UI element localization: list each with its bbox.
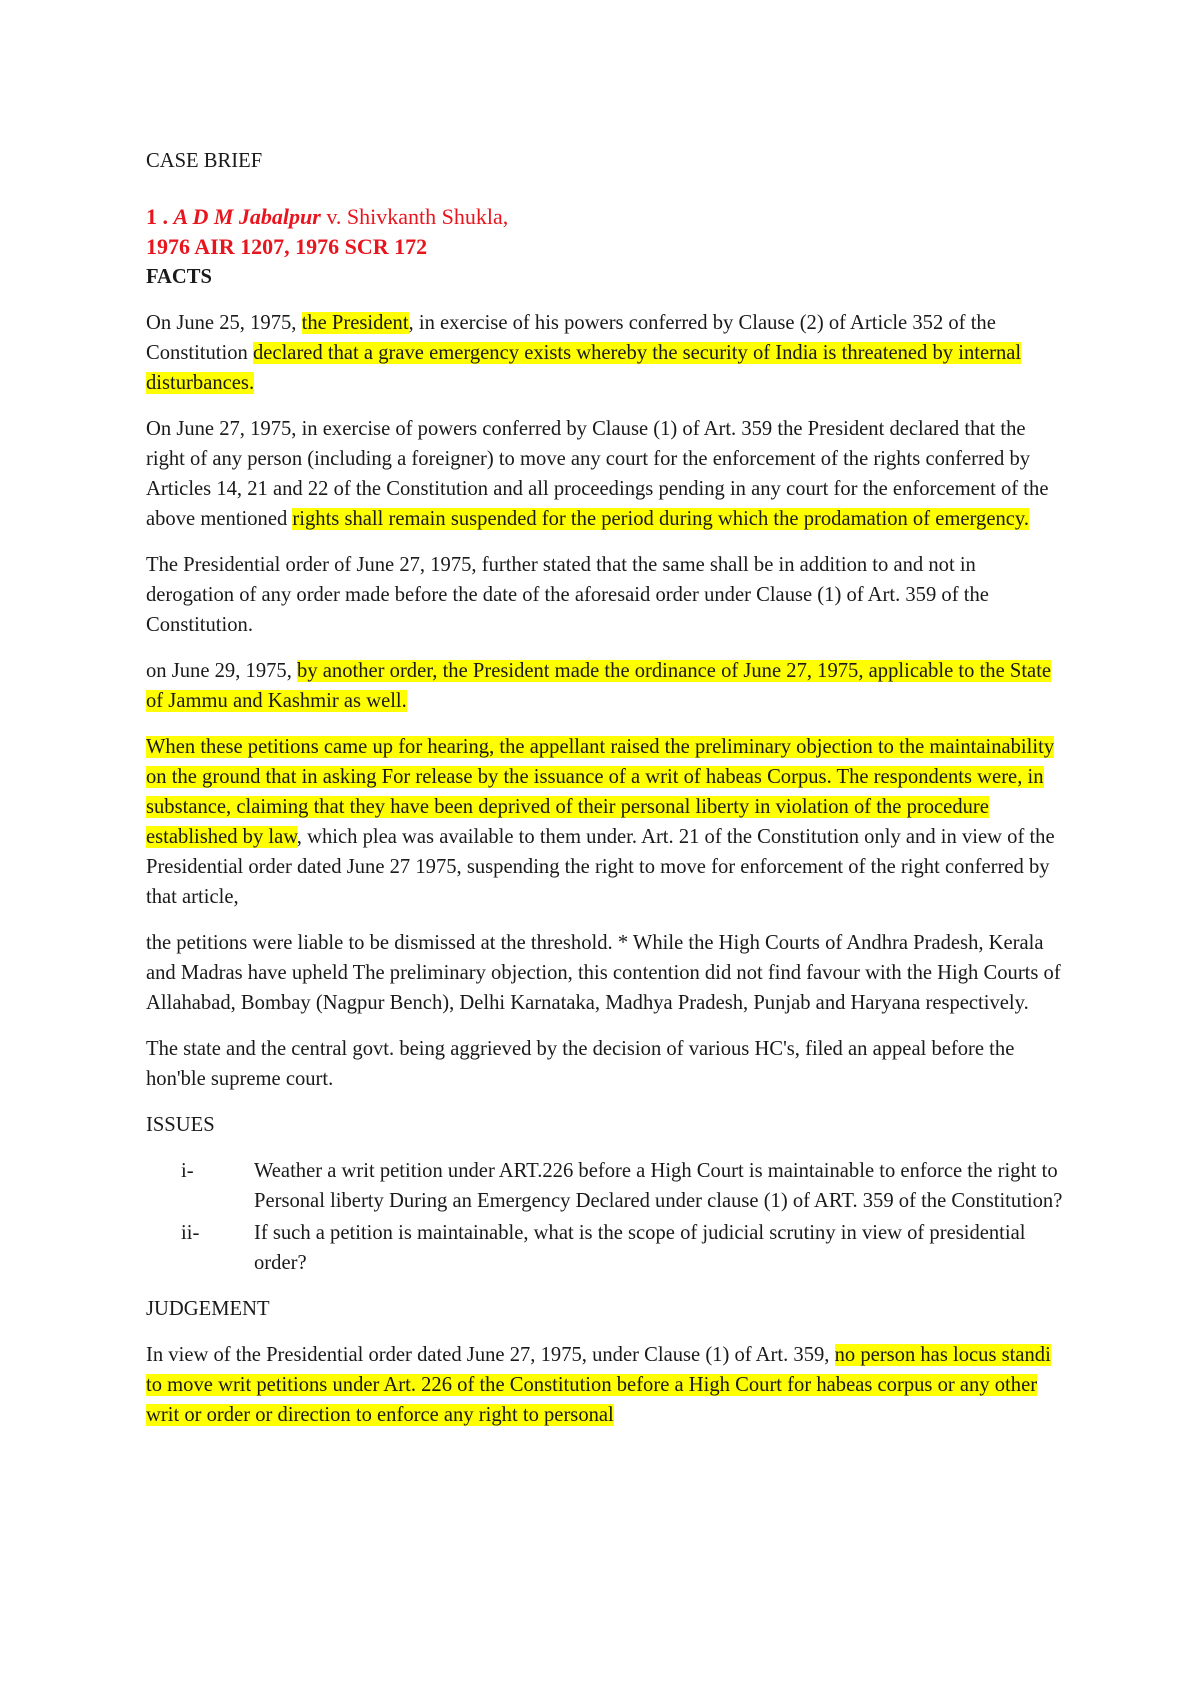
highlight-run: When these petitions came up for hearing, the appellant raised the preliminary objection to the maintainability on the ground that in asking For release by the issuance of a writ of habeas Corpus. The respondents were, in substance, claiming that they have been deprived of their personal liberty in violation of the procedure established by law	[146, 736, 1055, 848]
issue-item	[146, 1156, 1066, 1216]
issue-text: Weather a writ petition under ART.226 before a High Court is maintainable to enforce the right to Personal liberty During an Emergency Declared under clause (1) of ART. 359 of the Constitution?	[254, 1160, 1063, 1212]
issue-item	[146, 1218, 1066, 1278]
text-run: On June 25, 1975,	[146, 312, 302, 334]
paragraph-4	[146, 656, 1066, 716]
highlight-run: no person has locus standi to move writ petitions under Art. 226 of the Constitution before a High Court for habeas corpus or any other writ or order or direction to enforce any right to personal	[146, 1344, 1051, 1426]
facts-heading: FACTS	[146, 266, 212, 288]
paragraph-8	[146, 1340, 1066, 1430]
issue-text: If such a petition is maintainable, what is the scope of judicial scrutiny in view of presidential order?	[254, 1222, 1026, 1274]
case-citation: 1976 AIR 1207, 1976 SCR 172	[146, 234, 428, 259]
text-run: , in exercise of his powers conferred by Clause (2) of Article 352 of the Constitution	[146, 312, 996, 364]
paragraph-1	[146, 308, 1066, 398]
issues-list	[146, 1156, 1066, 1278]
text-run: , which plea was available to them under. Art. 21 of the Constitution only and in view of the Presidential order dated June 27 1975, suspending the right to move for enforcement of the right conferred by that article,	[146, 826, 1055, 908]
issue-number: i-	[181, 1160, 194, 1182]
highlight-run: rights shall remain suspended for the period during which the prodamation of emergency.	[292, 508, 1030, 530]
document-body	[146, 146, 1066, 1446]
highlight-run: by another order, the President made the ordinance of June 27, 1975, applicable to the State of Jammu and Kashmir as well.	[146, 660, 1052, 712]
paragraph-7: The state and the central govt. being aggrieved by the decision of various HC's, filed an appeal before the hon'ble supreme court.	[146, 1038, 1015, 1090]
paragraph-2	[146, 414, 1066, 534]
judgement-heading: JUDGEMENT	[146, 1298, 270, 1320]
case-title	[146, 202, 1066, 232]
paragraph-5	[146, 732, 1066, 912]
case-party2: v. Shivkanth Shukla,	[320, 204, 509, 229]
text-run: on June 29, 1975,	[146, 660, 298, 682]
case-number: 1 .	[146, 204, 174, 229]
issue-number: ii-	[181, 1222, 200, 1244]
issues-heading: ISSUES	[146, 1114, 215, 1136]
paragraph-6: the petitions were liable to be dismissed at the threshold. * While the High Courts of Andhra Pradesh, Kerala and Madras have upheld The preliminary objection, this contention did not find favour with the High Courts of Allahabad, Bombay (Nagpur Bench), Delhi Karnataka, Madhya Pradesh, Punjab and Haryana respectively.	[146, 932, 1061, 1014]
doc-heading: CASE BRIEF	[146, 150, 263, 172]
text-run: In view of the Presidential order dated June 27, 1975, under Clause (1) of Art. 359,	[146, 1344, 835, 1366]
paragraph-3: The Presidential order of June 27, 1975, further stated that the same shall be in addition to and not in derogation of any order made before the date of the aforesaid order under Clause (1) of Art. 359 of the Constitution.	[146, 554, 989, 636]
text-run: On June 27, 1975, in exercise of powers conferred by Clause (1) of Art. 359 the President declared that the right of any person (including a foreigner) to move any court for the enforcement of the rights conferred by Articles 14, 21 and 22 of the Constitution and all proceedings pending in any court for the enforcement of the above mentioned	[146, 418, 1049, 530]
case-party1: A D M Jabalpur	[173, 204, 321, 229]
highlight-run: declared that a grave emergency exists whereby the security of India is threatened by internal disturbances.	[146, 342, 1022, 394]
highlight-run: the President	[301, 312, 409, 334]
